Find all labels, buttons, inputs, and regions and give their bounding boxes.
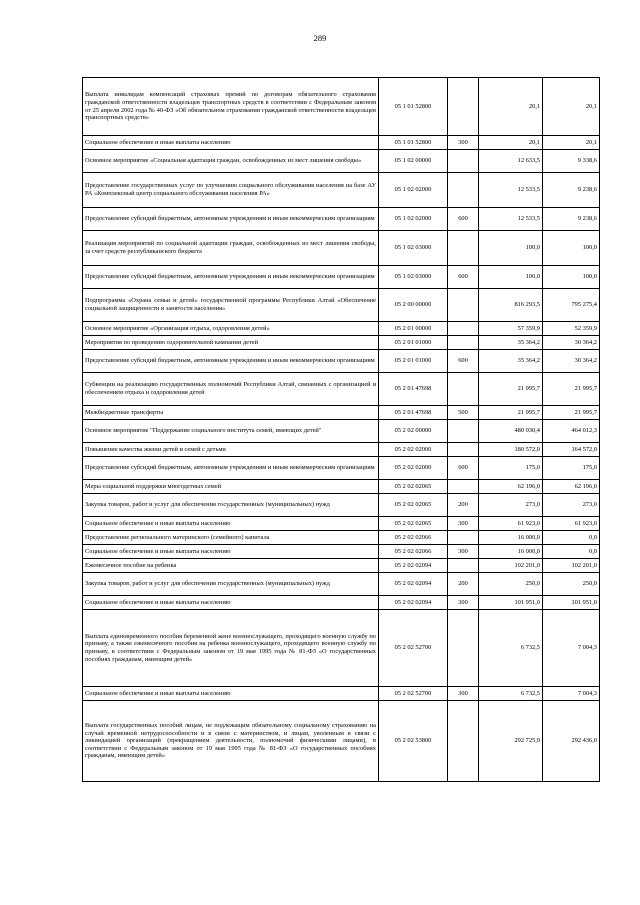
row-code-cell: 05 2 01 01000 bbox=[379, 350, 448, 373]
row-name-cell: Ежемесячное пособие на ребенка bbox=[83, 559, 379, 573]
row-name-cell: Предоставление регионального материнского (семейного) капитала bbox=[83, 531, 379, 545]
row-value-1-cell: 180 572,0 bbox=[479, 443, 543, 457]
row-type-cell: 300 bbox=[448, 517, 479, 531]
row-value-1-cell: 21 995,7 bbox=[479, 406, 543, 420]
row-value-2-cell: 7 004,3 bbox=[543, 687, 600, 701]
row-name-cell: Меры социальной поддержки многодетных семей bbox=[83, 480, 379, 494]
row-value-2-cell: 7 004,3 bbox=[543, 610, 600, 687]
row-code-cell: 05 1 02 00000 bbox=[379, 150, 448, 173]
row-value-1-cell: 250,0 bbox=[479, 573, 543, 596]
table-row bbox=[83, 406, 600, 420]
row-name-cell: Основное мероприятие «Социальная адаптация граждан, освобожденных из мест лишения свободы» bbox=[83, 150, 379, 173]
table-row bbox=[83, 322, 600, 336]
table-row bbox=[83, 173, 600, 208]
row-code-cell: 05 2 02 52700 bbox=[379, 687, 448, 701]
row-type-cell: 200 bbox=[448, 494, 479, 517]
row-value-1-cell: 102 201,0 bbox=[479, 559, 543, 573]
row-name-cell: Мероприятия по проведению оздоровительной кампании детей bbox=[83, 336, 379, 350]
row-code-cell: 05 2 02 52700 bbox=[379, 610, 448, 687]
table-row bbox=[83, 150, 600, 173]
row-value-2-cell: 9 238,6 bbox=[543, 208, 600, 231]
row-value-1-cell: 101 951,0 bbox=[479, 596, 543, 610]
row-name-cell: Выплата государственных пособий лицам, не подлежащим обязательному социальному страхованию на случай временной нетрудоспособности и в связи с материнством, и лицам, уволенным в связи с ликвидацией организаций (прекращением деятельности, полномочий физическими лицами), в соответствии с Федеральным законом от 19 мая 1995 года № 81-ФЗ «О государственных пособиях гражданам, имеющим детей» bbox=[83, 701, 379, 782]
row-type-cell: 300 bbox=[448, 136, 479, 150]
row-code-cell: 05 1 02 02000 bbox=[379, 208, 448, 231]
row-type-cell: 300 bbox=[448, 596, 479, 610]
row-name-cell: Предоставление субсидий бюджетным, автономным учреждениям и иным некоммерческим организациям bbox=[83, 208, 379, 231]
row-value-1-cell: 20,1 bbox=[479, 136, 543, 150]
row-name-cell: Субвенции на реализацию государственных полномочий Республики Алтай, связанных с организацией и обеспечением отдыха и оздоровления детей bbox=[83, 373, 379, 406]
row-value-2-cell: 61 923,0 bbox=[543, 517, 600, 531]
row-value-2-cell: 100,0 bbox=[543, 231, 600, 266]
row-value-2-cell: 30 364,2 bbox=[543, 350, 600, 373]
table-row bbox=[83, 289, 600, 322]
row-name-cell: Подпрограмма «Охрана семьи и детей» государственной программы Республики Алтай «Обеспечение социальной защищенности и занятости населения» bbox=[83, 289, 379, 322]
table-row bbox=[83, 596, 600, 610]
row-code-cell: 05 1 02 03000 bbox=[379, 231, 448, 266]
row-value-2-cell: 101 951,0 bbox=[543, 596, 600, 610]
row-value-1-cell: 100,0 bbox=[479, 266, 543, 289]
row-code-cell: 05 2 02 00000 bbox=[379, 420, 448, 443]
row-value-2-cell: 0,0 bbox=[543, 531, 600, 545]
row-value-1-cell: 16 000,0 bbox=[479, 531, 543, 545]
row-type-cell bbox=[448, 150, 479, 173]
row-type-cell: 300 bbox=[448, 687, 479, 701]
table-row bbox=[83, 78, 600, 136]
row-code-cell: 05 1 02 02000 bbox=[379, 173, 448, 208]
row-value-1-cell: 292 725,9 bbox=[479, 701, 543, 782]
row-value-1-cell: 16 000,0 bbox=[479, 545, 543, 559]
budget-table-body bbox=[83, 78, 600, 782]
row-value-1-cell: 61 923,0 bbox=[479, 517, 543, 531]
row-type-cell bbox=[448, 420, 479, 443]
table-row bbox=[83, 573, 600, 596]
row-type-cell bbox=[448, 78, 479, 136]
row-name-cell: Социальное обеспечение и иные выплаты населению bbox=[83, 517, 379, 531]
row-type-cell: 600 bbox=[448, 266, 479, 289]
row-value-1-cell: 6 732,5 bbox=[479, 687, 543, 701]
row-type-cell bbox=[448, 443, 479, 457]
row-code-cell: 05 1 02 03000 bbox=[379, 266, 448, 289]
row-code-cell: 05 2 01 01000 bbox=[379, 336, 448, 350]
row-value-1-cell: 21 995,7 bbox=[479, 373, 543, 406]
row-code-cell: 05 2 02 02000 bbox=[379, 457, 448, 480]
row-value-2-cell: 250,0 bbox=[543, 573, 600, 596]
table-row bbox=[83, 610, 600, 687]
row-value-1-cell: 20,1 bbox=[479, 78, 543, 136]
row-code-cell: 05 2 01 00000 bbox=[379, 322, 448, 336]
row-type-cell bbox=[448, 531, 479, 545]
row-value-2-cell: 273,0 bbox=[543, 494, 600, 517]
row-value-2-cell: 62 196,0 bbox=[543, 480, 600, 494]
table-row bbox=[83, 266, 600, 289]
row-code-cell: 05 2 02 02094 bbox=[379, 596, 448, 610]
row-name-cell: Основное мероприятие «Организация отдыха, оздоровления детей» bbox=[83, 322, 379, 336]
row-type-cell: 600 bbox=[448, 457, 479, 480]
row-type-cell: 200 bbox=[448, 573, 479, 596]
row-value-2-cell: 9 338,6 bbox=[543, 150, 600, 173]
row-type-cell: 500 bbox=[448, 406, 479, 420]
row-code-cell: 05 1 01 52800 bbox=[379, 136, 448, 150]
row-code-cell: 05 2 02 02066 bbox=[379, 531, 448, 545]
row-value-1-cell: 12 533,5 bbox=[479, 208, 543, 231]
row-value-2-cell: 21 995,7 bbox=[543, 406, 600, 420]
table-row bbox=[83, 531, 600, 545]
table-row bbox=[83, 336, 600, 350]
row-value-2-cell: 30 364,2 bbox=[543, 336, 600, 350]
table-row bbox=[83, 457, 600, 480]
row-name-cell: Межбюджетные трансферты bbox=[83, 406, 379, 420]
row-value-1-cell: 6 732,5 bbox=[479, 610, 543, 687]
row-value-2-cell: 292 436,0 bbox=[543, 701, 600, 782]
row-name-cell: Выплата единовременного пособия беременной жене военнослужащего, проходящего военную службу по призыву, а также ежемесячного пособия на ребенка военнослужащего, проходящего военную службу по призыву, в соответствии с Федеральным законом от 19 мая 1995 года № 81-ФЗ «О государственных пособиях гражданам, имеющим детей» bbox=[83, 610, 379, 687]
table-row bbox=[83, 517, 600, 531]
row-value-2-cell: 52 359,9 bbox=[543, 322, 600, 336]
row-value-2-cell: 20,1 bbox=[543, 136, 600, 150]
row-value-2-cell: 9 238,6 bbox=[543, 173, 600, 208]
row-name-cell: Предоставление субсидий бюджетным, автономным учреждениям и иным некоммерческим организациям bbox=[83, 350, 379, 373]
row-value-1-cell: 480 030,4 bbox=[479, 420, 543, 443]
row-value-1-cell: 62 196,0 bbox=[479, 480, 543, 494]
row-name-cell: Социальное обеспечение и иные выплаты населению bbox=[83, 596, 379, 610]
row-type-cell bbox=[448, 231, 479, 266]
table-row bbox=[83, 701, 600, 782]
row-name-cell: Предоставление государственных услуг по улучшению социального обслуживания населения на базе АУ РА «Комплексный центр социального обслуживания населения РА» bbox=[83, 173, 379, 208]
row-value-2-cell: 0,0 bbox=[543, 545, 600, 559]
row-name-cell: Реализация мероприятий по социальной адаптации граждан, освобожденных из мест лишения свободы, за счет средств республиканского бюджета bbox=[83, 231, 379, 266]
row-value-1-cell: 57 359,9 bbox=[479, 322, 543, 336]
row-code-cell: 05 2 02 02094 bbox=[379, 559, 448, 573]
row-type-cell bbox=[448, 289, 479, 322]
row-name-cell: Закупка товаров, работ и услуг для обеспечения государственных (муниципальных) нужд bbox=[83, 494, 379, 517]
row-type-cell bbox=[448, 610, 479, 687]
row-name-cell: Предоставление субсидий бюджетным, автономным учреждениям и иным некоммерческим организациям bbox=[83, 266, 379, 289]
row-type-cell: 600 bbox=[448, 208, 479, 231]
row-code-cell: 05 2 01 47698 bbox=[379, 406, 448, 420]
table-row bbox=[83, 373, 600, 406]
row-value-1-cell: 12 633,5 bbox=[479, 150, 543, 173]
page-number: 289 bbox=[313, 33, 327, 43]
row-name-cell: Повышение качества жизни детей и семей с детьми bbox=[83, 443, 379, 457]
row-code-cell: 05 2 01 47698 bbox=[379, 373, 448, 406]
row-code-cell: 05 2 02 02000 bbox=[379, 443, 448, 457]
row-code-cell: 05 2 02 02065 bbox=[379, 517, 448, 531]
row-code-cell: 05 2 02 53800 bbox=[379, 701, 448, 782]
table-row bbox=[83, 420, 600, 443]
row-value-2-cell: 164 572,0 bbox=[543, 443, 600, 457]
row-type-cell bbox=[448, 559, 479, 573]
row-code-cell: 05 2 02 02065 bbox=[379, 494, 448, 517]
row-type-cell bbox=[448, 480, 479, 494]
table-row bbox=[83, 687, 600, 701]
table-row bbox=[83, 350, 600, 373]
row-name-cell: Социальное обеспечение и иные выплаты населению bbox=[83, 136, 379, 150]
row-code-cell: 05 2 02 02094 bbox=[379, 573, 448, 596]
row-type-cell bbox=[448, 701, 479, 782]
row-name-cell: Социальное обеспечение и иные выплаты населению bbox=[83, 545, 379, 559]
row-value-1-cell: 35 364,2 bbox=[479, 350, 543, 373]
row-type-cell bbox=[448, 373, 479, 406]
table-row bbox=[83, 545, 600, 559]
table-row bbox=[83, 559, 600, 573]
row-code-cell: 05 2 02 02066 bbox=[379, 545, 448, 559]
row-value-2-cell: 795 275,4 bbox=[543, 289, 600, 322]
row-value-2-cell: 21 995,7 bbox=[543, 373, 600, 406]
row-name-cell: Закупка товаров, работ и услуг для обеспечения государственных (муниципальных) нужд bbox=[83, 573, 379, 596]
table-row bbox=[83, 480, 600, 494]
row-value-2-cell: 464 012,3 bbox=[543, 420, 600, 443]
row-name-cell: Основное мероприятие "Поддержание социального института семей, имеющих детей" bbox=[83, 420, 379, 443]
row-value-1-cell: 35 364,2 bbox=[479, 336, 543, 350]
row-type-cell: 300 bbox=[448, 545, 479, 559]
row-type-cell bbox=[448, 336, 479, 350]
row-name-cell: Предоставление субсидий бюджетным, автономным учреждениям и иным некоммерческим организациям bbox=[83, 457, 379, 480]
row-value-1-cell: 816 293,5 bbox=[479, 289, 543, 322]
row-code-cell: 05 2 00 00000 bbox=[379, 289, 448, 322]
row-type-cell bbox=[448, 173, 479, 208]
row-value-2-cell: 175,0 bbox=[543, 457, 600, 480]
row-code-cell: 05 1 01 52800 bbox=[379, 78, 448, 136]
row-value-2-cell: 102 201,0 bbox=[543, 559, 600, 573]
row-code-cell: 05 2 02 02065 bbox=[379, 480, 448, 494]
row-value-1-cell: 273,0 bbox=[479, 494, 543, 517]
row-value-1-cell: 175,0 bbox=[479, 457, 543, 480]
table-row bbox=[83, 208, 600, 231]
row-value-1-cell: 12 533,5 bbox=[479, 173, 543, 208]
row-value-1-cell: 100,0 bbox=[479, 231, 543, 266]
table-row bbox=[83, 443, 600, 457]
row-name-cell: Социальное обеспечение и иные выплаты населению bbox=[83, 687, 379, 701]
budget-table bbox=[82, 77, 600, 782]
table-row bbox=[83, 231, 600, 266]
row-value-2-cell: 100,0 bbox=[543, 266, 600, 289]
row-type-cell bbox=[448, 322, 479, 336]
table-row bbox=[83, 494, 600, 517]
row-name-cell: Выплата инвалидам компенсаций страховых премий по договорам обязательного страхования гражданской ответственности владельцев транспортных средств в соответствии с Федеральным законом от 25 апреля 2002 года № 40-ФЗ «Об обязательном страховании гражданской ответственности владельцев транспортных средств» bbox=[83, 78, 379, 136]
row-type-cell: 600 bbox=[448, 350, 479, 373]
row-value-2-cell: 20,1 bbox=[543, 78, 600, 136]
table-row bbox=[83, 136, 600, 150]
